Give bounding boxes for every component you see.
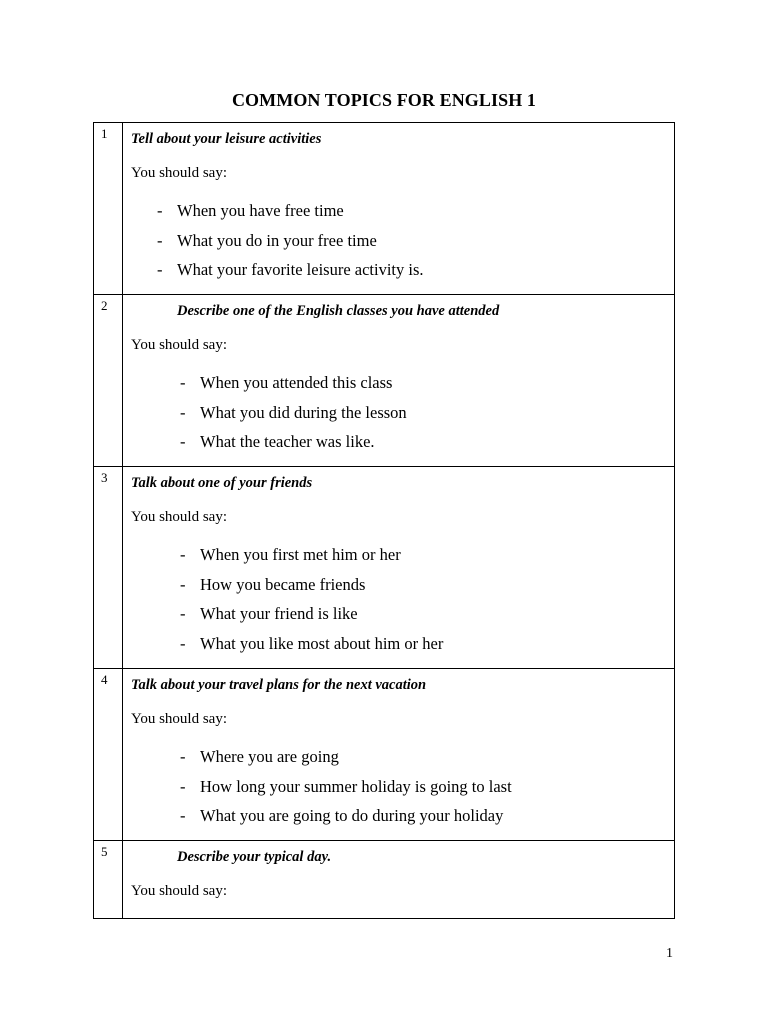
topic-content-cell <box>123 123 675 295</box>
document-title: COMMON TOPICS FOR ENGLISH 1 <box>231 90 537 110</box>
prompt-text: You should say: <box>131 883 227 899</box>
bullet-dash: - <box>180 776 186 796</box>
bullet-dash: - <box>157 201 163 220</box>
topic-row-4 <box>94 669 675 841</box>
prompt-text: You should say: <box>131 711 227 727</box>
bullet-dash: - <box>180 432 186 451</box>
list-item <box>180 629 674 659</box>
bullet-dash: - <box>180 402 186 422</box>
list-item <box>180 398 674 428</box>
bullet-dash: - <box>180 633 186 653</box>
topic-number: 3 <box>101 470 108 485</box>
bullet-text: What your favorite leisure activity is. <box>177 260 424 279</box>
topic-number-cell <box>94 467 123 669</box>
topic-heading: Describe your typical day. <box>177 849 332 865</box>
topic-content-cell <box>123 669 675 841</box>
topic-number: 4 <box>101 672 108 687</box>
bullet-text: What you did during the lesson <box>200 402 407 422</box>
bullet-dash: - <box>180 373 186 392</box>
prompt-text: You should say: <box>131 165 227 181</box>
bullet-dash: - <box>180 545 186 564</box>
topic-number: 1 <box>101 126 108 141</box>
list-item <box>180 427 674 457</box>
topic-row-5 <box>94 841 675 919</box>
list-item <box>180 368 674 398</box>
bullet-text: What you do in your free time <box>177 230 377 250</box>
bullet-list <box>131 368 674 457</box>
topic-content-cell <box>123 841 675 919</box>
bullet-text: What you are going to do during your holiday <box>200 806 504 825</box>
bullet-dash: - <box>157 230 163 250</box>
topic-row-3 <box>94 467 675 669</box>
page-number: 1 <box>666 946 673 961</box>
topic-number-cell <box>94 295 123 467</box>
list-item <box>157 196 674 226</box>
bullet-dash: - <box>157 260 163 279</box>
topic-number: 5 <box>101 844 108 859</box>
topic-row-1 <box>94 123 675 295</box>
topic-heading: Describe one of the English classes you have attended <box>177 303 500 319</box>
topic-content-cell <box>123 467 675 669</box>
topics-table <box>93 122 675 919</box>
bullet-dash: - <box>180 574 186 594</box>
list-item <box>157 255 674 285</box>
bullet-dash: - <box>180 604 186 623</box>
bullet-text: When you attended this class <box>200 373 393 392</box>
topic-row-2 <box>94 295 675 467</box>
bullet-list <box>131 540 674 658</box>
list-item <box>180 742 674 772</box>
bullet-dash: - <box>180 747 186 766</box>
topic-content-cell <box>123 295 675 467</box>
bullet-text: How you became friends <box>200 574 366 594</box>
bullet-text: When you first met him or her <box>200 545 401 564</box>
bullet-list <box>131 196 674 285</box>
topic-heading: Talk about one of your friends <box>131 475 313 491</box>
list-item <box>180 801 674 831</box>
bullet-dash: - <box>180 806 186 825</box>
topic-number-cell <box>94 669 123 841</box>
list-item <box>180 772 674 802</box>
bullet-list <box>131 742 674 831</box>
topic-number: 2 <box>101 298 108 313</box>
topic-number-cell <box>94 841 123 919</box>
bullet-text: When you have free time <box>177 201 344 220</box>
bullet-text: What the teacher was like. <box>200 432 375 451</box>
topic-heading: Tell about your leisure activities <box>131 131 322 147</box>
bullet-text: What your friend is like <box>200 604 358 623</box>
list-item <box>180 599 674 629</box>
list-item <box>180 540 674 570</box>
bullet-text: How long your summer holiday is going to last <box>200 776 512 796</box>
bullet-text: What you like most about him or her <box>200 633 444 653</box>
prompt-text: You should say: <box>131 509 227 525</box>
prompt-text: You should say: <box>131 337 227 353</box>
topic-number-cell <box>94 123 123 295</box>
list-item <box>157 226 674 256</box>
list-item <box>180 570 674 600</box>
bullet-text: Where you are going <box>200 747 339 766</box>
topic-heading: Talk about your travel plans for the next vacation <box>131 677 427 693</box>
